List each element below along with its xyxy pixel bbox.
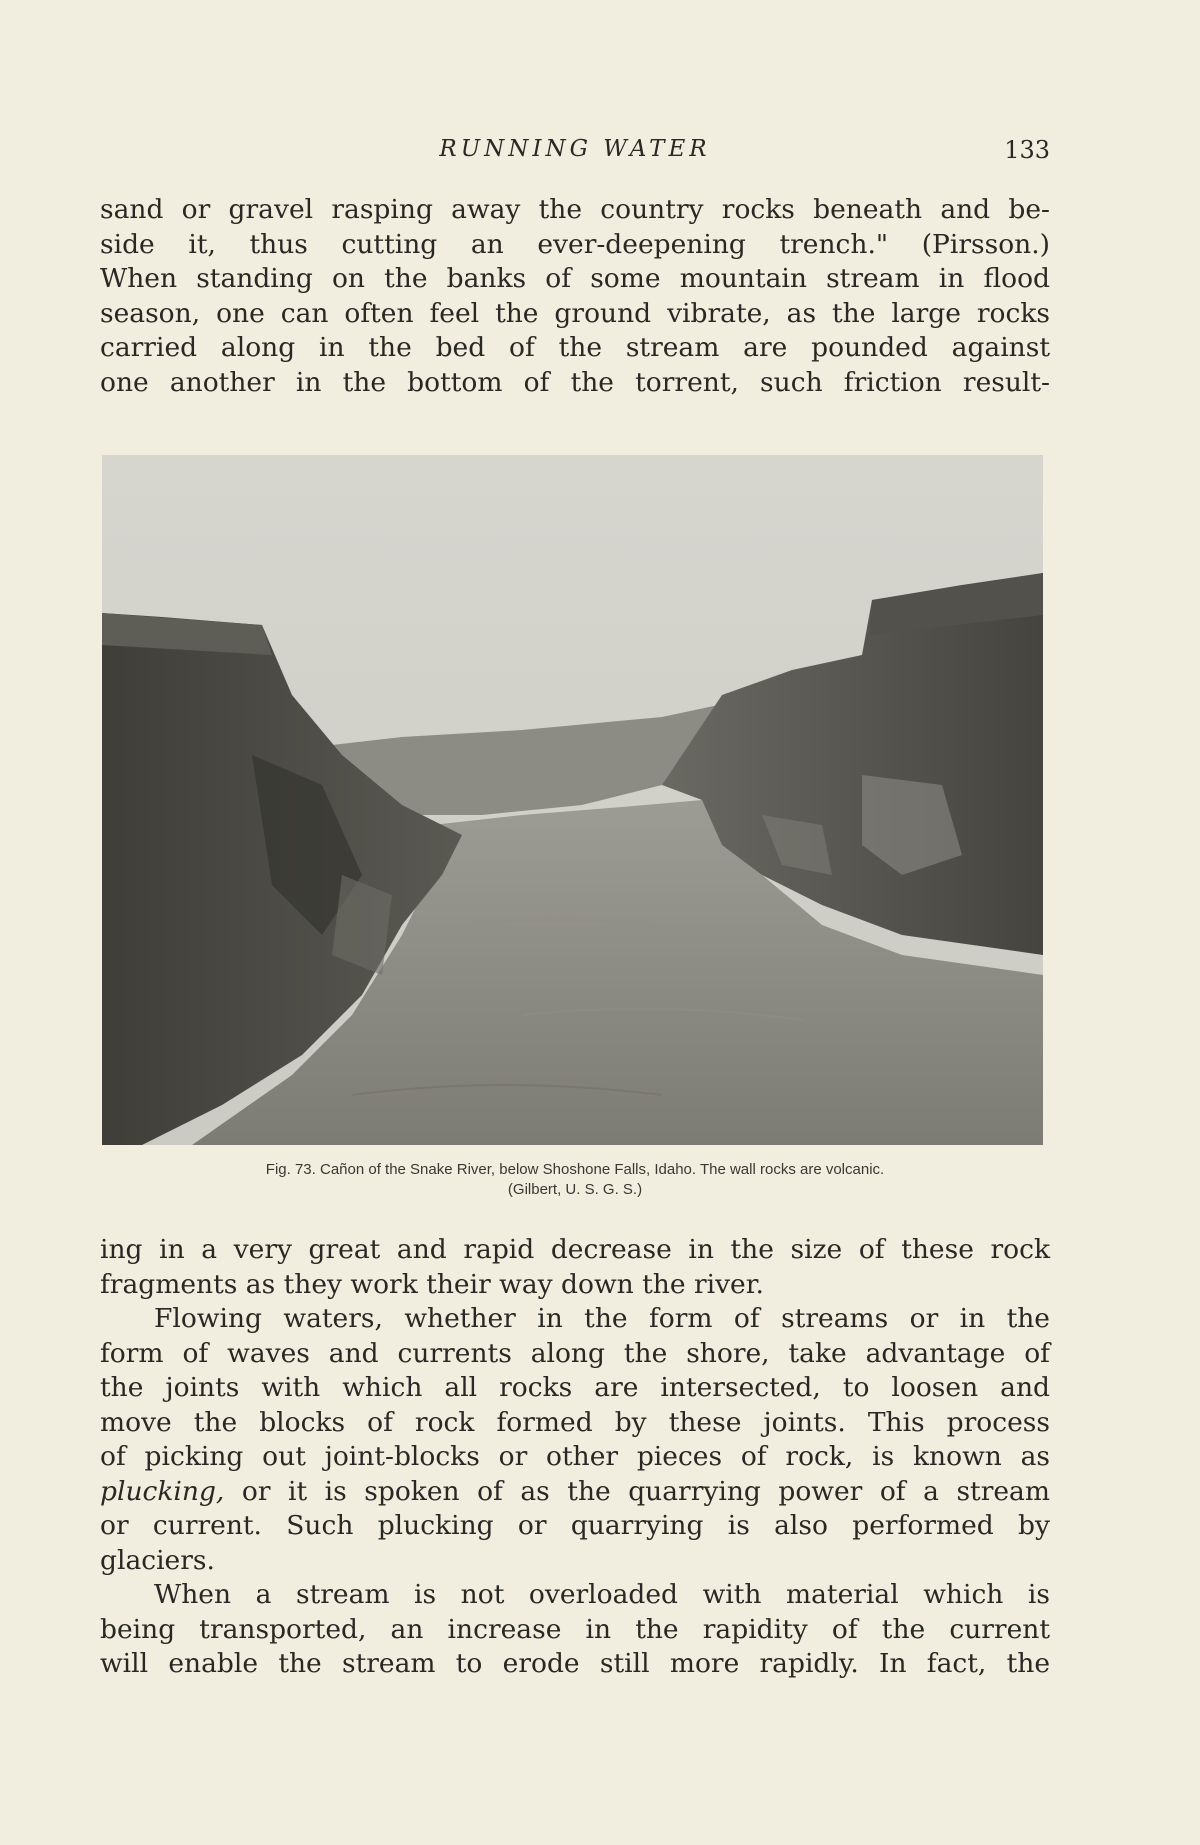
text-line: being transported, an increase in the rapidity of the current [100,1613,1050,1645]
text-line: When standing on the banks of some mountain stream in flood [100,263,1050,294]
text-line-rest: or it is spoken of as the quarrying power of a stream [224,1475,1050,1507]
text-line: of picking out joint-blocks or other pieces of rock, is known as [100,1441,1050,1472]
text-line: or current. Such plucking or quarrying is also performed by [100,1510,1050,1541]
text-line: carried along in the bed of the stream are pounded against [100,332,1050,363]
text-line: glaciers. [100,1544,215,1576]
canyon-illustration [102,455,1043,1145]
text-line: fragments as they work their way down the river. [100,1268,764,1300]
figure-caption [100,1160,1050,1200]
text-line: form of waves and currents along the shore, take advantage of [100,1337,1050,1369]
text-line: one another in the bottom of the torrent, such friction result- [100,366,1050,398]
text-line: will enable the stream to erode still more rapidly. In fact, the [100,1648,1050,1679]
text-line-with-term [100,1475,1050,1510]
caption-credit: (Gilbert, U. S. G. S.) [507,1181,643,1198]
running-title: RUNNING WATER [439,136,711,162]
text-line: When a stream is not overloaded with material which is [154,1579,1050,1610]
text-line: sand or gravel rasping away the country rocks beneath and be- [100,194,1050,225]
text-line: the joints with which all rocks are intersected, to loosen and [100,1372,1050,1403]
body-text [100,1233,1050,1682]
italic-term: plucking, [100,1475,225,1507]
paragraph-top [100,193,1050,400]
text-line: side it, thus cutting an ever-deepening trench." (Pirsson.) [100,228,1050,260]
text-line: season, one can often feel the ground vibrate, as the large rocks [100,297,1050,329]
running-head [100,136,1050,170]
text-line: ing in a very great and rapid decrease in the size of these rock [100,1234,1050,1265]
page-number: 133 [1004,136,1050,164]
caption-line: Fig. 73. Cañon of the Snake River, below Shoshone Falls, Idaho. The wall rocks are volcanic. [265,1161,885,1178]
text-line: move the blocks of rock formed by these joints. This process [100,1406,1050,1438]
text-line: Flowing waters, whether in the form of streams or in the [154,1303,1050,1334]
canyon-photograph [102,455,1043,1145]
